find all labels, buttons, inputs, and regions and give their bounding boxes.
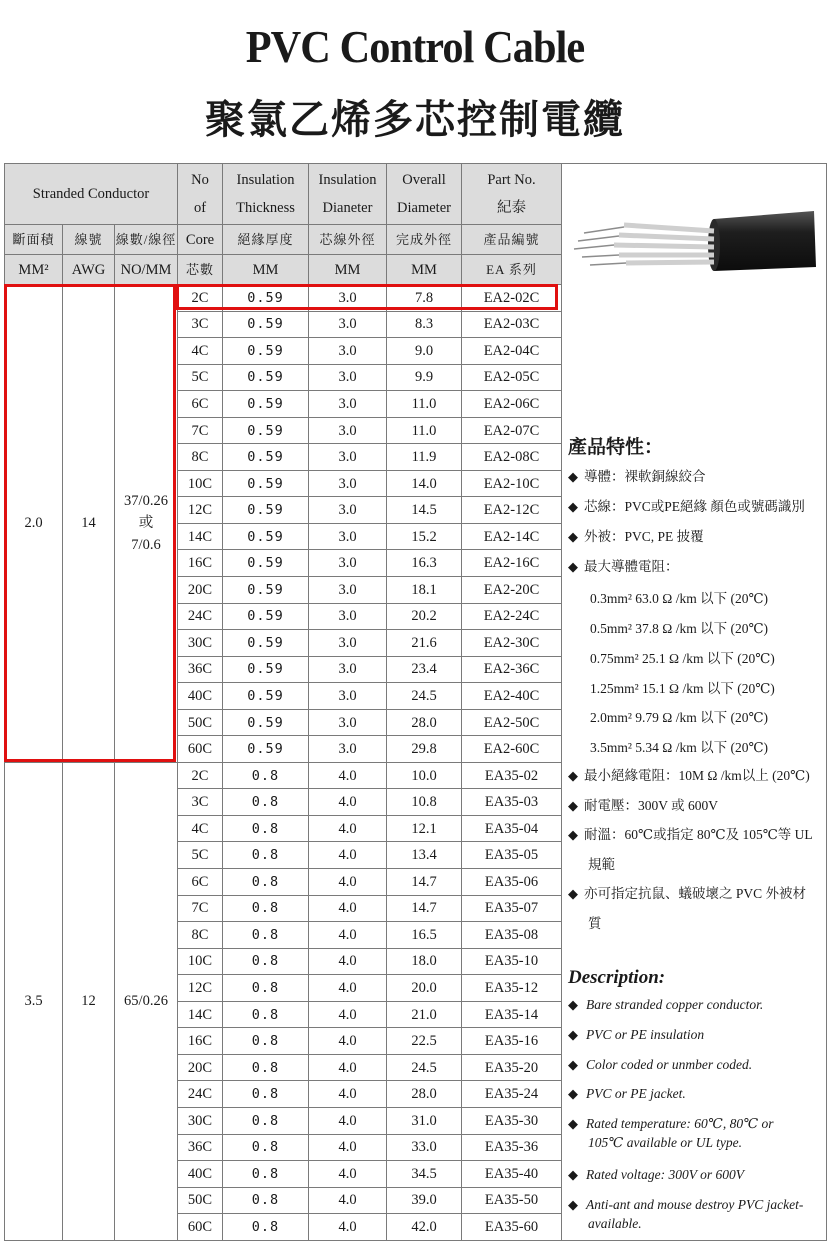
description-text: 105℃ available or UL type. [588, 1135, 742, 1150]
cell-thickness: 0.59 [223, 656, 309, 683]
page-title: PVC Control Cable [245, 21, 585, 72]
strand-line: 7/0.6 [131, 537, 161, 554]
diamond-bullet-icon: ◆ [568, 997, 578, 1012]
feature-item [568, 497, 826, 516]
cell-ins-dia: 3.0 [309, 444, 387, 471]
cell-thickness: 0.59 [223, 338, 309, 365]
cell-overall-dia: 11.9 [387, 444, 462, 471]
cell-core: 50C [178, 1187, 223, 1214]
description-item [568, 1194, 826, 1215]
cell-core: 4C [178, 338, 223, 365]
feature-text: 亦可指定抗鼠、蟻破壞之 PVC 外被材 [584, 886, 807, 901]
cell-part-no: EA35-30 [462, 1107, 562, 1134]
cell-overall-dia: 28.0 [387, 1081, 462, 1108]
highlight-group-2mm [4, 284, 176, 762]
group-area: 3.5 [5, 762, 63, 1240]
cell-ins-dia: 3.0 [309, 603, 387, 630]
cell-part-no: EA2-20C [462, 577, 562, 604]
resistance-item [590, 587, 768, 607]
diamond-bullet-icon: ◆ [568, 1086, 578, 1101]
diamond-bullet-icon: ◆ [568, 886, 578, 901]
cell-part-no: EA35-05 [462, 842, 562, 869]
description-item [568, 1054, 826, 1075]
group-strand: 65/0.26 [115, 762, 178, 1240]
cell-ins-dia: 4.0 [309, 948, 387, 975]
cell-core: 3C [178, 789, 223, 816]
cell-core: 40C [178, 1161, 223, 1188]
cell-overall-dia: 18.0 [387, 948, 462, 975]
cell-ins-dia: 4.0 [309, 842, 387, 869]
cell-part-no: EA35-16 [462, 1028, 562, 1055]
description-continuation [588, 1135, 742, 1151]
cell-core: 7C [178, 895, 223, 922]
cell-part-no: EA2-08C [462, 444, 562, 471]
cell-thickness: 0.8 [223, 975, 309, 1002]
cell-overall-dia: 29.8 [387, 736, 462, 763]
cell-ins-dia: 4.0 [309, 789, 387, 816]
cell-core: 14C [178, 1001, 223, 1028]
header-overall-zh: 完成外徑 [387, 225, 462, 255]
diamond-bullet-icon: ◆ [568, 1057, 578, 1072]
cell-core: 24C [178, 1081, 223, 1108]
cell-thickness: 0.8 [223, 1214, 309, 1241]
description-item [568, 1113, 826, 1134]
header-core: Core [178, 225, 223, 255]
cell-part-no: EA2-60C [462, 736, 562, 763]
feature-text: 外被：PVC, PE 披覆 [584, 529, 704, 544]
diamond-bullet-icon: ◆ [568, 827, 578, 842]
feature-text: 1.25mm² 15.1 Ω /km 以下 (20℃) [590, 681, 775, 696]
cell-thickness: 0.59 [223, 470, 309, 497]
feature-text: 0.5mm² 37.8 Ω /km 以下 (20℃) [590, 621, 769, 636]
unit-mm-thickness: MM [223, 255, 309, 285]
cell-overall-dia: 18.1 [387, 577, 462, 604]
cell-ins-dia: 4.0 [309, 1161, 387, 1188]
cell-core: 10C [178, 470, 223, 497]
cell-core: 20C [178, 577, 223, 604]
cell-part-no: EA2-14C [462, 523, 562, 550]
cell-thickness: 0.59 [223, 497, 309, 524]
cell-thickness: 0.59 [223, 523, 309, 550]
cell-thickness: 0.8 [223, 1001, 309, 1028]
cell-part-no: EA35-07 [462, 895, 562, 922]
cell-core: 20C [178, 1054, 223, 1081]
feature-text: 0.75mm² 25.1 Ω /km 以下 (20℃) [590, 651, 775, 666]
cell-overall-dia: 21.6 [387, 630, 462, 657]
cell-thickness: 0.8 [223, 842, 309, 869]
cell-overall-dia: 10.0 [387, 762, 462, 789]
cell-core: 6C [178, 391, 223, 418]
cell-overall-dia: 23.4 [387, 656, 462, 683]
feature-item [568, 557, 826, 576]
cell-overall-dia: 8.3 [387, 311, 462, 338]
cell-overall-dia: 14.7 [387, 895, 462, 922]
cell-core: 2C [178, 762, 223, 789]
resistance-item [590, 706, 768, 726]
cell-core: 2C [178, 285, 223, 312]
description-item [568, 1164, 826, 1185]
feature-text: 2.0mm² 9.79 Ω /km 以下 (20℃) [590, 710, 769, 725]
cell-overall-dia: 34.5 [387, 1161, 462, 1188]
cell-ins-dia: 4.0 [309, 1187, 387, 1214]
cell-part-no: EA2-07C [462, 417, 562, 444]
cell-core: 50C [178, 709, 223, 736]
feature-text: 最大導體電阻： [584, 559, 679, 574]
description-continuation [588, 1216, 642, 1232]
cell-core: 5C [178, 364, 223, 391]
cell-overall-dia: 39.0 [387, 1187, 462, 1214]
diamond-bullet-icon: ◆ [568, 559, 578, 574]
page-subtitle-chinese: 聚氯乙烯多芯控制電纜 [205, 97, 625, 142]
cell-part-no: EA2-04C [462, 338, 562, 365]
cell-overall-dia: 9.9 [387, 364, 462, 391]
cell-thickness: 0.8 [223, 1107, 309, 1134]
resistance-item [590, 617, 768, 637]
cell-ins-dia: 4.0 [309, 1028, 387, 1055]
cell-part-no: EA35-10 [462, 948, 562, 975]
cell-ins-dia: 4.0 [309, 815, 387, 842]
feature-text: 規範 [588, 857, 615, 872]
cell-core: 16C [178, 550, 223, 577]
cell-overall-dia: 10.8 [387, 789, 462, 816]
cell-part-no: EA2-10C [462, 470, 562, 497]
cell-overall-dia: 11.0 [387, 391, 462, 418]
group-awg: 12 [63, 762, 115, 1240]
cell-core: 40C [178, 683, 223, 710]
description-text: PVC or PE insulation [586, 1027, 705, 1042]
unit-mm-ins-dia: MM [309, 255, 387, 285]
cell-overall-dia: 7.8 [387, 285, 462, 312]
cell-ins-dia: 4.0 [309, 869, 387, 896]
cell-overall-dia: 14.0 [387, 470, 462, 497]
cell-part-no: EA35-06 [462, 869, 562, 896]
feature-text: 導體：裸軟銅線絞合 [584, 469, 706, 484]
header-stranded-conductor: Stranded Conductor [5, 164, 178, 225]
cell-thickness: 0.8 [223, 922, 309, 949]
resistance-item [590, 677, 775, 697]
cell-core: 60C [178, 1214, 223, 1241]
cell-part-no: EA2-24C [462, 603, 562, 630]
cell-ins-dia: 3.0 [309, 391, 387, 418]
resistance-item [590, 736, 768, 756]
cell-thickness: 0.59 [223, 683, 309, 710]
diamond-bullet-icon: ◆ [568, 469, 578, 484]
cell-overall-dia: 16.5 [387, 922, 462, 949]
description-item [568, 994, 826, 1015]
cable-photo-image [564, 205, 818, 285]
cell-core: 12C [178, 975, 223, 1002]
cell-overall-dia: 33.0 [387, 1134, 462, 1161]
header-ins-dia-zh: 芯線外徑 [309, 225, 387, 255]
features-panel [561, 163, 827, 1241]
cell-ins-dia: 3.0 [309, 630, 387, 657]
cell-part-no: EA2-36C [462, 656, 562, 683]
cell-core: 30C [178, 1107, 223, 1134]
cell-thickness: 0.59 [223, 364, 309, 391]
cell-thickness: 0.59 [223, 444, 309, 471]
cell-part-no: EA35-20 [462, 1054, 562, 1081]
cell-thickness: 0.59 [223, 311, 309, 338]
cell-part-no: EA2-40C [462, 683, 562, 710]
header-area-zh: 斷面積 [5, 225, 63, 255]
cell-core: 12C [178, 497, 223, 524]
description-text: PVC or PE jacket. [586, 1086, 686, 1101]
feature-text: 最小絕緣電阻：10M Ω /km以上 (20℃) [584, 768, 810, 783]
header-no-of: No of [178, 164, 223, 225]
unit-mm-overall: MM [387, 255, 462, 285]
cell-core: 36C [178, 656, 223, 683]
cell-thickness: 0.59 [223, 709, 309, 736]
strand-line: 或 [138, 515, 154, 532]
description-text: Bare stranded copper conductor. [586, 997, 764, 1012]
cell-ins-dia: 4.0 [309, 1214, 387, 1241]
cell-thickness: 0.8 [223, 948, 309, 975]
cell-ins-dia: 4.0 [309, 1081, 387, 1108]
cell-thickness: 0.8 [223, 815, 309, 842]
feature-item [568, 766, 826, 785]
cell-ins-dia: 4.0 [309, 1107, 387, 1134]
cell-overall-dia: 42.0 [387, 1214, 462, 1241]
cell-part-no: EA2-12C [462, 497, 562, 524]
cell-core: 30C [178, 630, 223, 657]
feature-item [568, 796, 826, 815]
description-item [568, 1083, 826, 1104]
cell-ins-dia: 3.0 [309, 709, 387, 736]
cell-core: 24C [178, 603, 223, 630]
cell-core: 8C [178, 444, 223, 471]
cell-overall-dia: 31.0 [387, 1107, 462, 1134]
cell-core: 10C [178, 948, 223, 975]
feature-text: 耐電壓：300V 或 600V [584, 798, 719, 813]
cell-ins-dia: 4.0 [309, 762, 387, 789]
cell-thickness: 0.8 [223, 1081, 309, 1108]
header-strand-zh: 線數/線徑 [115, 225, 178, 255]
unit-series: EA 系列 [462, 255, 562, 285]
header-awg-zh: 線號 [63, 225, 115, 255]
header-part-zh: 產品編號 [462, 225, 562, 255]
resistance-item [590, 647, 775, 667]
cell-part-no: EA35-50 [462, 1187, 562, 1214]
unit-awg: AWG [63, 255, 115, 285]
cell-ins-dia: 3.0 [309, 523, 387, 550]
cell-overall-dia: 16.3 [387, 550, 462, 577]
cell-ins-dia: 3.0 [309, 683, 387, 710]
cell-thickness: 0.59 [223, 391, 309, 418]
cell-overall-dia: 22.5 [387, 1028, 462, 1055]
cell-core: 4C [178, 815, 223, 842]
group-awg: 14 [63, 285, 115, 763]
highlight-row-ea2-02c [176, 284, 558, 310]
cell-part-no: EA35-24 [462, 1081, 562, 1108]
header-part-no: Part No. 紀泰 [462, 164, 562, 225]
cell-part-no: EA2-05C [462, 364, 562, 391]
cell-ins-dia: 4.0 [309, 1054, 387, 1081]
cell-part-no: EA35-03 [462, 789, 562, 816]
cell-ins-dia: 3.0 [309, 470, 387, 497]
feature-continuation [588, 853, 615, 873]
description-text: Rated temperature: 60℃, 80℃ or [586, 1116, 774, 1131]
feature-text: 耐溫：60℃或指定 80℃及 105℃等 UL [584, 827, 813, 842]
cell-part-no: EA2-16C [462, 550, 562, 577]
cell-overall-dia: 15.2 [387, 523, 462, 550]
cell-ins-dia: 3.0 [309, 736, 387, 763]
cell-thickness: 0.59 [223, 285, 309, 312]
cell-part-no: EA2-03C [462, 311, 562, 338]
cell-overall-dia: 21.0 [387, 1001, 462, 1028]
cell-overall-dia: 14.7 [387, 869, 462, 896]
cell-thickness: 0.59 [223, 417, 309, 444]
feature-text: 質 [588, 916, 602, 931]
feature-text: 0.3mm² 63.0 Ω /km 以下 (20℃) [590, 591, 769, 606]
feature-item [568, 825, 826, 844]
diamond-bullet-icon: ◆ [568, 1116, 578, 1131]
description-item [568, 1024, 826, 1045]
cell-thickness: 0.59 [223, 550, 309, 577]
cell-core: 14C [178, 523, 223, 550]
feature-item [568, 527, 826, 546]
cell-core: 36C [178, 1134, 223, 1161]
cell-ins-dia: 4.0 [309, 1001, 387, 1028]
cell-core: 8C [178, 922, 223, 949]
header-insulation-thickness: Insulation Thickness [223, 164, 309, 225]
cell-thickness: 0.8 [223, 1054, 309, 1081]
diamond-bullet-icon: ◆ [568, 1197, 578, 1212]
strand-line: 37/0.26 [124, 493, 168, 510]
cell-overall-dia: 12.1 [387, 815, 462, 842]
cell-overall-dia: 28.0 [387, 709, 462, 736]
cell-ins-dia: 3.0 [309, 338, 387, 365]
cell-ins-dia: 3.0 [309, 311, 387, 338]
cell-core: 60C [178, 736, 223, 763]
features-title: 產品特性： [568, 437, 664, 458]
cell-thickness: 0.8 [223, 789, 309, 816]
cell-thickness: 0.8 [223, 895, 309, 922]
cell-thickness: 0.8 [223, 869, 309, 896]
cell-core: 6C [178, 869, 223, 896]
table-row [5, 762, 562, 789]
cell-overall-dia: 20.2 [387, 603, 462, 630]
feature-item [568, 884, 826, 903]
unit-mm2: MM² [5, 255, 63, 285]
cell-ins-dia: 4.0 [309, 975, 387, 1002]
cell-ins-dia: 3.0 [309, 285, 387, 312]
diamond-bullet-icon: ◆ [568, 1167, 578, 1182]
cell-thickness: 0.8 [223, 1161, 309, 1188]
cell-part-no: EA35-02 [462, 762, 562, 789]
unit-core: 芯數 [178, 255, 223, 285]
diamond-bullet-icon: ◆ [568, 768, 578, 783]
header-insulation-diameter: Insulation Dianeter [309, 164, 387, 225]
cell-part-no: EA2-02C [462, 285, 562, 312]
cell-ins-dia: 3.0 [309, 577, 387, 604]
cell-ins-dia: 4.0 [309, 895, 387, 922]
cell-ins-dia: 3.0 [309, 417, 387, 444]
cell-core: 7C [178, 417, 223, 444]
cell-part-no: EA2-30C [462, 630, 562, 657]
cell-thickness: 0.59 [223, 577, 309, 604]
cell-part-no: EA35-36 [462, 1134, 562, 1161]
cell-overall-dia: 20.0 [387, 975, 462, 1002]
cell-part-no: EA35-04 [462, 815, 562, 842]
cell-ins-dia: 3.0 [309, 364, 387, 391]
cell-ins-dia: 3.0 [309, 550, 387, 577]
group-area: 2.0 [5, 285, 63, 763]
cell-overall-dia: 24.5 [387, 1054, 462, 1081]
cell-thickness: 0.8 [223, 1187, 309, 1214]
cell-overall-dia: 14.5 [387, 497, 462, 524]
description-title: Description: [568, 967, 666, 988]
unit-nomm: NO/MM [115, 255, 178, 285]
description-text: Anti-ant and mouse destroy PVC jacket- [586, 1197, 804, 1212]
cell-ins-dia: 4.0 [309, 922, 387, 949]
cell-overall-dia: 24.5 [387, 683, 462, 710]
feature-item [568, 467, 826, 486]
header-ins-thick-zh: 絕緣厚度 [223, 225, 309, 255]
diamond-bullet-icon: ◆ [568, 1027, 578, 1042]
diamond-bullet-icon: ◆ [568, 499, 578, 514]
cell-ins-dia: 4.0 [309, 1134, 387, 1161]
cell-overall-dia: 13.4 [387, 842, 462, 869]
cell-part-no: EA35-60 [462, 1214, 562, 1241]
cell-thickness: 0.59 [223, 630, 309, 657]
cell-ins-dia: 3.0 [309, 497, 387, 524]
cell-thickness: 0.59 [223, 736, 309, 763]
cell-part-no: EA35-40 [462, 1161, 562, 1188]
cell-overall-dia: 9.0 [387, 338, 462, 365]
description-text: Rated voltage: 300V or 600V [586, 1167, 744, 1182]
cell-thickness: 0.8 [223, 1028, 309, 1055]
diamond-bullet-icon: ◆ [568, 529, 578, 544]
description-text: Color coded or unmber coded. [586, 1057, 753, 1072]
cell-thickness: 0.8 [223, 1134, 309, 1161]
diamond-bullet-icon: ◆ [568, 798, 578, 813]
cell-part-no: EA35-08 [462, 922, 562, 949]
cell-thickness: 0.8 [223, 762, 309, 789]
cell-part-no: EA35-14 [462, 1001, 562, 1028]
feature-text: 3.5mm² 5.34 Ω /km 以下 (20℃) [590, 740, 769, 755]
cell-part-no: EA2-50C [462, 709, 562, 736]
cell-part-no: EA35-12 [462, 975, 562, 1002]
cell-core: 3C [178, 311, 223, 338]
feature-text: 芯線：PVC或PE絕緣 顏色或號碼識別 [584, 499, 805, 514]
feature-continuation [588, 912, 602, 932]
cell-overall-dia: 11.0 [387, 417, 462, 444]
cell-thickness: 0.59 [223, 603, 309, 630]
description-text: available. [588, 1216, 642, 1231]
cell-part-no: EA2-06C [462, 391, 562, 418]
cell-ins-dia: 3.0 [309, 656, 387, 683]
cell-core: 16C [178, 1028, 223, 1055]
header-overall-diameter: Overall Diameter [387, 164, 462, 225]
cell-core: 5C [178, 842, 223, 869]
